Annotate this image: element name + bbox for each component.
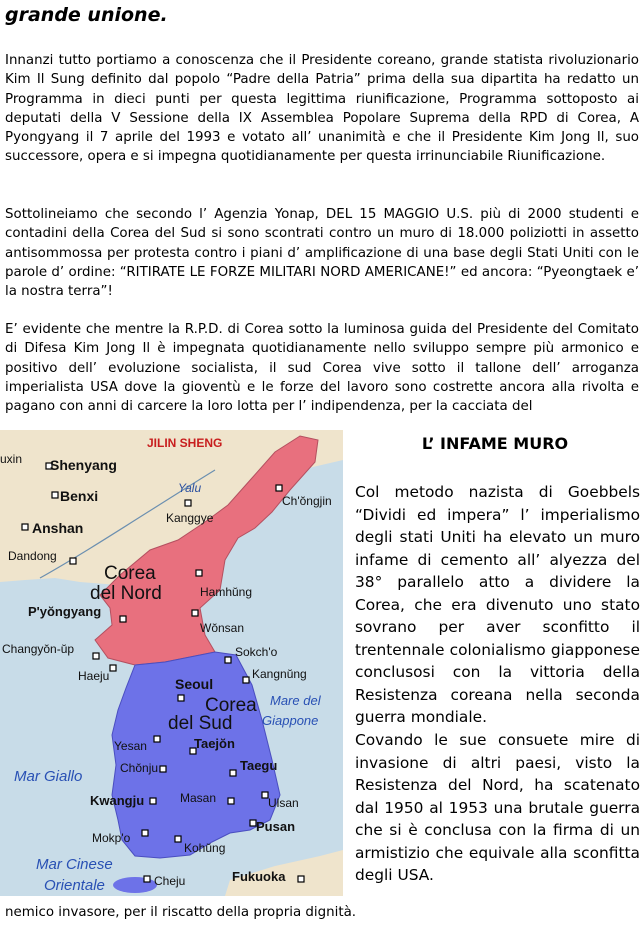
map-label-uxin: uxin xyxy=(0,452,23,466)
map-label-cheju: Cheju xyxy=(154,874,186,888)
map-label-fukuoka: Fukuoka xyxy=(232,869,286,884)
map-label-ulsan: Ulsan xyxy=(268,796,299,810)
map-label-ecs-2: Orientale xyxy=(44,877,105,894)
paragraph-protest: Sottolineiamo che secondo l’ Agenzia Yonap, DEL 15 MAGGIO U.S. più di 2000 studenti e contadini della Corea del Sud si sono scontrati contro un muro di 18.000 poliziotti in assetto antisommossa per protesta contro i piani d’ amplificazione di una base degli Stati Uniti con le parole d’ ordine: “RITIRATE LE FORZE MILITARI NORD AMERICANE!” ed ancora: “Pyeongtaek e’ la nostra terra”! xyxy=(5,207,639,300)
map-label-yesan: Yesan xyxy=(114,739,147,753)
map-label-seoul: Seoul xyxy=(175,676,214,692)
anshan-marker xyxy=(22,524,28,530)
sidebar-heading: L’ INFAME MURO xyxy=(421,434,569,453)
map-label-yalu: Yalu xyxy=(178,481,202,495)
mokpo-marker xyxy=(142,830,148,836)
map-label-yellow-sea: Mar Giallo xyxy=(14,768,83,785)
sidebar-paragraph-goebbels: Col metodo nazista di Goebbels “Dividi ed impera” l’ imperialismo degli stati Uniti ha elevato un muro infame di cemento all’ alyezza del 38° parallelo atto a dividere la Corea, che era divenuto uno stato sovrano per aver sconfitto il trentennale colonialismo giapponese conclusosi con la vittoria della Resistenza coreana nella seconda guerra mondiale. xyxy=(355,483,640,726)
pyongyang-marker xyxy=(120,616,126,622)
map-label-masan: Masan xyxy=(180,791,217,805)
map-label-benxi: Benxi xyxy=(60,488,99,504)
map-label-south-2: del Sud xyxy=(168,713,233,734)
map-label-kohung: Kohŭng xyxy=(184,841,226,855)
map-label-dandong: Dandong xyxy=(8,549,57,563)
paragraph-dprk: E’ evidente che mentre la R.P.D. di Corea sotto la luminosa guida del Presidente del Comitato di Difesa Kim Jong Il è impegnata quotidianamente nello sviluppo sempre più armonico e positivo dell’ evoluzione socialista, il sud Corea vive sotto il tallone dell’ arroganza imperialista USA dove la gioventù e le forze del lavoro sono costrette ancora alla rivolta e pagano con anni di carcere la loro lotta per l’ indipendenza, per la cacciata del xyxy=(5,322,639,415)
map-label-south-1: Corea xyxy=(205,695,257,716)
map-label-ecs-1: Mar Cinese xyxy=(36,856,113,873)
map-label-shenyang: Shenyang xyxy=(50,457,117,473)
kohung-marker xyxy=(175,836,181,842)
map-label-pusan: Pusan xyxy=(256,819,296,834)
map-label-sea-japan-1: Mare del xyxy=(270,693,321,708)
map-label-changyon: Changyŏn-ŭp xyxy=(2,642,75,656)
yesan-marker xyxy=(154,736,160,742)
map-label-hamhung: Hamhŭng xyxy=(200,585,253,599)
kangnung-marker xyxy=(243,677,249,683)
sokcho-marker xyxy=(225,657,231,663)
article-heading: grande unione. xyxy=(5,4,168,26)
changyon-marker xyxy=(93,653,99,659)
map-label-taejon: Taejŏn xyxy=(194,736,235,751)
cheju-marker xyxy=(144,876,150,882)
benxi-marker xyxy=(52,492,58,498)
map-label-kwangju: Kwangju xyxy=(90,793,145,808)
korea-map xyxy=(0,430,343,896)
kanggye-marker xyxy=(185,500,191,506)
map-label-jilin: JILIN SHENG xyxy=(147,436,223,450)
map-label-kanggye: Kanggye xyxy=(166,511,214,525)
map-label-kangnung: Kangnŭng xyxy=(252,667,307,681)
hamhung-marker xyxy=(196,570,202,576)
haeju-marker xyxy=(110,665,116,671)
map-label-sea-japan-2: Giappone xyxy=(262,713,319,728)
fukuoka-marker xyxy=(298,876,304,882)
sidebar-paragraph-war: Covando le sue consuete mire di invasione di altri paesi, visto la Resistenza del Nord, ha scatenato dal 1950 al 1953 una brutale guerra che si è conclusa con la firma di un armistizio che equivale alla sconfitta degli USA. xyxy=(355,731,640,884)
dandong-marker xyxy=(70,558,76,564)
paragraph-program: Innanzi tutto portiamo a conoscenza che il Presidente coreano, grande statista rivoluzionario Kim Il Sung definito dal popolo “Padre della Patria” prima della sua dipartita ha redatto un Programma in dieci punti per questa legittima riunificazione, Programma sottoposto ai deputati della V Sessione della IX Assemblea Popolare Suprema della RPD di Corea, A Pyongyang il 7 aprile del 1993 e votato all’ unanimità e che il Presidente Kim Jong Il, suo successore, opera e si impegna quotidianamente per questa irrinunciabile Riunificazione. xyxy=(5,53,639,165)
map-label-taegu: Taegu xyxy=(240,758,278,773)
chonju-marker xyxy=(160,766,166,772)
map-label-mokpo: Mokp'o xyxy=(92,831,131,845)
paragraph-ending: nemico invasore, per il riscatto della propria dignità. xyxy=(5,905,357,920)
map-label-north-2: del Nord xyxy=(90,583,162,604)
map-label-chonju: Chŏnju xyxy=(120,761,159,775)
map-label-haeju: Haeju xyxy=(78,669,110,683)
chongjin-marker xyxy=(276,485,282,491)
map-label-north-1: Corea xyxy=(104,563,156,584)
taegu-marker xyxy=(230,770,236,776)
map-label-pyongyang: P'yŏngyang xyxy=(28,604,102,619)
map-label-chongjin: Ch'ŏngjin xyxy=(282,494,332,508)
masan-marker xyxy=(228,798,234,804)
map-label-wonsan: Wŏnsan xyxy=(200,621,245,635)
seoul-marker xyxy=(178,695,184,701)
map-label-sokcho: Sokch'o xyxy=(235,645,278,659)
map-label-anshan: Anshan xyxy=(32,520,84,536)
wonsan-marker xyxy=(192,610,198,616)
kwangju-marker xyxy=(150,798,156,804)
